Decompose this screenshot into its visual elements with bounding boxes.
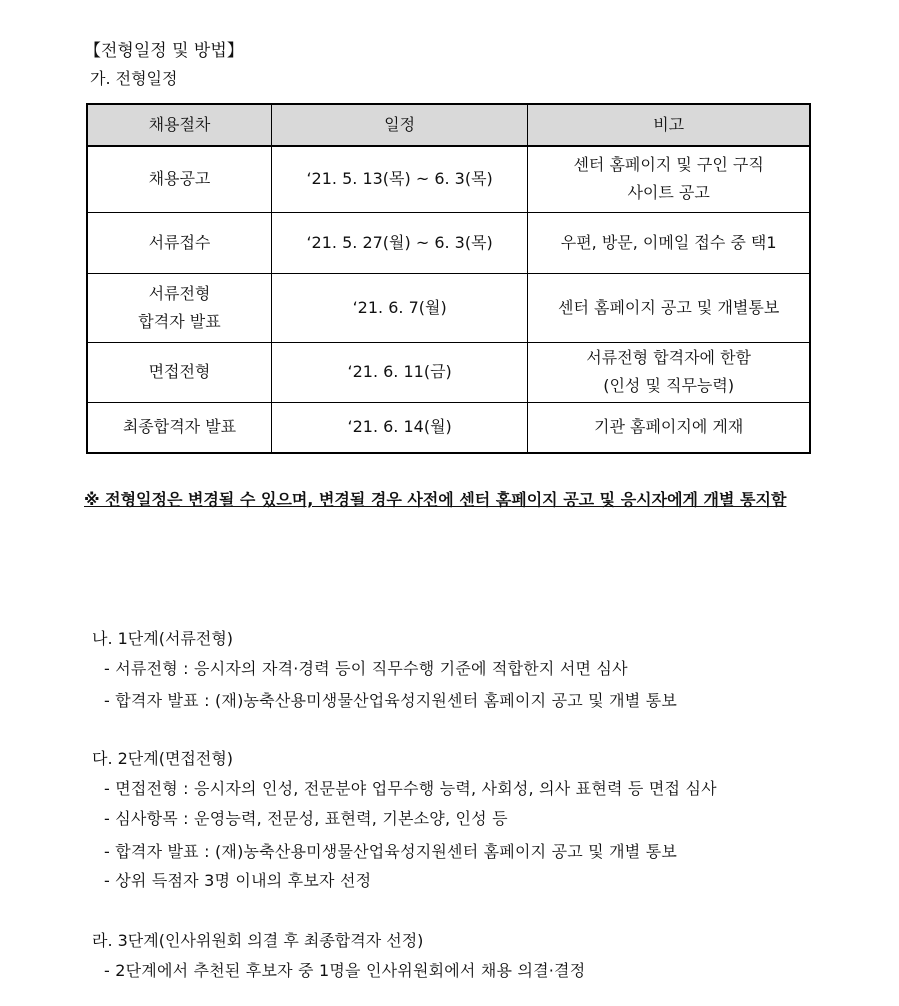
header-date: 일정 bbox=[271, 104, 527, 146]
step-cell: 면접전형 bbox=[87, 342, 271, 402]
step-cell bbox=[87, 273, 271, 342]
note-cell: 센터 홈페이지 공고 및 개별통보 bbox=[528, 273, 810, 342]
stage2-title: 다. 2단계(면접전형) bbox=[92, 749, 234, 768]
note-cell: 기관 홈페이지에 게재 bbox=[528, 402, 810, 453]
table-header-row bbox=[87, 104, 810, 146]
table-row bbox=[87, 402, 810, 453]
header-step: 채용절차 bbox=[87, 104, 271, 146]
date-cell: ‘21. 5. 13(목) ~ 6. 3(목) bbox=[271, 146, 527, 212]
stage2-item: - 상위 득점자 3명 이내의 후보자 선정 bbox=[104, 871, 372, 890]
stage2-item: - 합격자 발표 : (재)농축산용미생물산업육성지원센터 홈페이지 공고 및 개별 통보 bbox=[104, 842, 678, 861]
stage2-item: - 심사항목 : 운영능력, 전문성, 표현력, 기본소양, 인성 등 bbox=[104, 809, 508, 828]
note-line: 서류전형 합격자에 한함 bbox=[586, 348, 752, 367]
date-cell: ‘21. 6. 11(금) bbox=[271, 342, 527, 402]
stage2-item: - 면접전형 : 응시자의 인성, 전문분야 업무수행 능력, 사회성, 의사 표현력 등 면접 심사 bbox=[104, 779, 717, 798]
date-cell: ‘21. 6. 14(월) bbox=[271, 402, 527, 453]
section-title: 【전형일정 및 방법】 bbox=[84, 41, 244, 61]
header-note: 비고 bbox=[528, 104, 810, 146]
note-cell bbox=[528, 342, 810, 402]
stage3-title: 라. 3단계(인사위원회 의결 후 최종합격자 선정) bbox=[92, 931, 424, 950]
step-cell: 최종합격자 발표 bbox=[87, 402, 271, 453]
note-line: 사이트 공고 bbox=[627, 183, 710, 203]
date-cell: ‘21. 6. 7(월) bbox=[271, 273, 527, 342]
step-line: 합격자 발표 bbox=[138, 311, 221, 331]
date-cell: ‘21. 5. 27(월) ~ 6. 3(목) bbox=[271, 212, 527, 273]
step-cell: 서류접수 bbox=[87, 212, 271, 273]
note-line: (인성 및 직무능력) bbox=[603, 376, 735, 395]
stage1-title: 나. 1단계(서류전형) bbox=[92, 629, 234, 648]
table-row bbox=[87, 212, 810, 273]
subsection-schedule-title: 가. 전형일정 bbox=[90, 69, 178, 88]
step-cell: 채용공고 bbox=[87, 146, 271, 212]
table-row bbox=[87, 342, 810, 402]
stage3-item: - 2단계에서 추천된 후보자 중 1명을 인사위원회에서 채용 의결·결정 bbox=[104, 961, 586, 980]
schedule-change-notice: ※ 전형일정은 변경될 수 있으며, 변경될 경우 사전에 센터 홈페이지 공고 및 응시자에게 개별 통지함 bbox=[84, 490, 787, 509]
table-row bbox=[87, 273, 810, 342]
schedule-table bbox=[86, 103, 811, 454]
stage1-item: - 합격자 발표 : (재)농축산용미생물산업육성지원센터 홈페이지 공고 및 개별 통보 bbox=[104, 691, 678, 710]
note-cell: 우편, 방문, 이메일 접수 중 택1 bbox=[528, 212, 810, 273]
table-row bbox=[87, 146, 810, 212]
step-line: 서류전형 bbox=[148, 283, 211, 303]
note-cell bbox=[528, 146, 810, 212]
stage1-item: - 서류전형 : 응시자의 자격·경력 등이 직무수행 기준에 적합한지 서면 심사 bbox=[104, 659, 628, 678]
note-line: 센터 홈페이지 및 구인 구직 bbox=[573, 155, 764, 175]
